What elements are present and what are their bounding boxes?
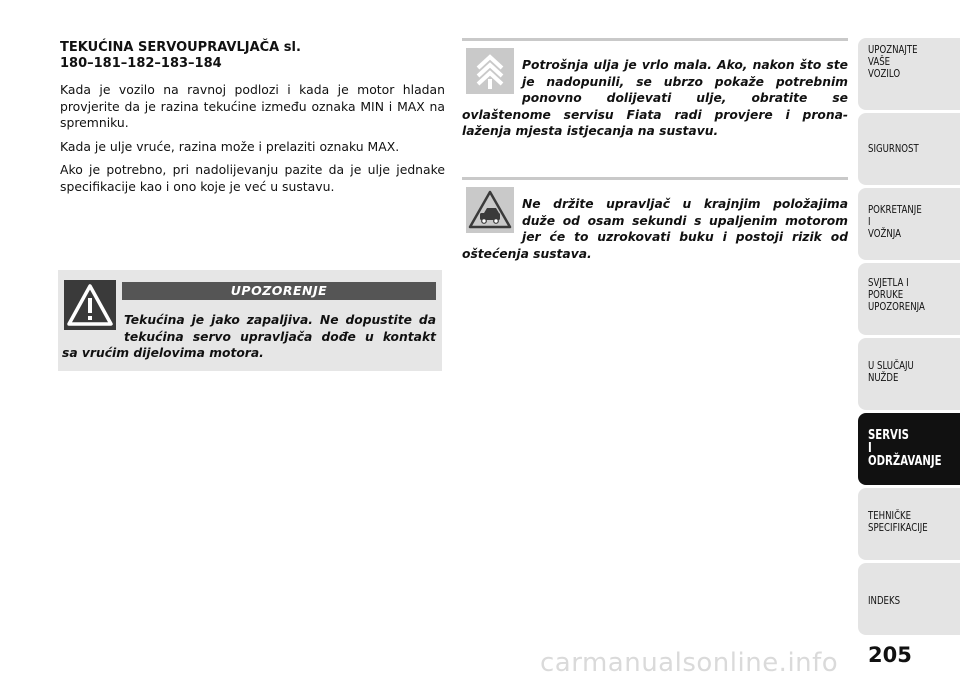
tab-u-slucaju-nuzde[interactable]: [858, 338, 960, 410]
note-line: duže od osam sekundi s upaljenim motorom: [522, 213, 848, 228]
warning-text: [62, 312, 436, 362]
tab-label: INDEKS: [868, 594, 901, 607]
paragraph: Kada je ulje vruće, razina može i prelaziti oznaku MAX.: [60, 138, 400, 154]
note-divider: [462, 177, 848, 180]
tab-indeks[interactable]: [858, 563, 960, 635]
tab-sigurnost[interactable]: [858, 113, 960, 185]
watermark-url: carmanualsonline.info: [540, 648, 839, 678]
note-line: Potrošnja ulja je vrlo mala. Ako, nakon što ste: [522, 58, 848, 72]
warning-box: [58, 270, 442, 371]
section-heading: [60, 40, 445, 72]
note-line: laženja mjesta istjecanja na sustavu.: [462, 124, 719, 138]
page-number: 205: [868, 643, 912, 667]
warning-line: tekućina servo upravljača dođe u kontakt: [124, 329, 436, 344]
tab-label: SERVIS I ODRŽAVANJE: [868, 428, 942, 469]
paragraph: Ako je potrebno, pri nadolijevanju pazite da je ulje jednake specifikacije kao i ono koje je već u sustavu.: [60, 162, 445, 194]
tab-label: TEHNIČKE SPECIFIKACIJE: [868, 509, 928, 534]
note-line: ponovno dolijevati ulje, obratite se: [522, 91, 848, 105]
paragraph: Kada je vozilo na ravnoj podlozi i kada je motor hladan provjerite da je razina tekućine između oznaka MIN i MAX na spremniku.: [60, 82, 445, 130]
warning-line: sa vrućim dijelovima motora.: [62, 346, 264, 360]
note-line: Ne držite upravljač u krajnjim položajima: [522, 197, 848, 211]
tab-label: SVJETLA I PORUKE UPOZORENJA: [868, 276, 925, 313]
tab-tehnicke-specifikacije[interactable]: [858, 488, 960, 560]
tab-servis-i-odrzavanje[interactable]: [858, 413, 960, 485]
heading-line-2: 180–181–182–183–184: [60, 56, 222, 71]
warning-line: Tekućina je jako zapaljiva. Ne dopustite da: [124, 313, 436, 327]
note-oil-consumption: [462, 38, 848, 138]
tab-upoznajte-vase-vozilo[interactable]: [858, 38, 960, 110]
note-line: oštećenja sustava.: [462, 246, 592, 261]
note-line: jer će to uzrokovati buku i postoji rizik od: [522, 230, 848, 244]
note-text: [462, 196, 848, 262]
tab-label: U SLUČAJU NUŽDE: [868, 359, 914, 384]
tab-label: SIGURNOST: [868, 142, 919, 155]
heading-line-1: TEKUĆINA SERVOUPRAVLJAČA sl.: [60, 40, 301, 55]
tab-svjetla-i-poruke-upozorenja[interactable]: [858, 263, 960, 335]
note-line: je nadopunili, se ubrzo pokaže potrebnim: [522, 74, 848, 89]
tab-pokretanje-i-voznja[interactable]: [858, 188, 960, 260]
note-text: [462, 57, 848, 140]
tab-label: POKRETANJE I VOŽNJA: [868, 203, 922, 240]
note-divider: [462, 38, 848, 41]
note-line: ovlaštenome servisu Fiata radi provjere i prona-: [462, 107, 848, 122]
warning-title: UPOZORENJE: [122, 282, 436, 300]
tab-label: UPOZNAJTE VAŠE VOZILO: [868, 43, 918, 80]
note-steering: [462, 177, 848, 261]
body-text: [60, 82, 445, 202]
